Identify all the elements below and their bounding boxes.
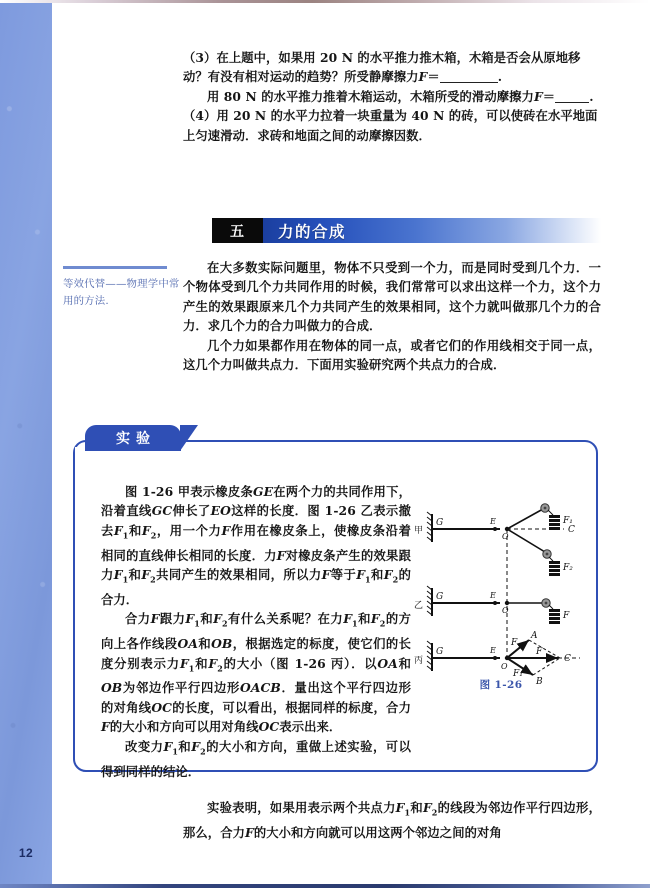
label-F1-bing: F bbox=[511, 638, 518, 648]
label-F-bing: F bbox=[536, 647, 543, 657]
conclusion-block bbox=[183, 798, 601, 842]
exp-p2-m: 和 bbox=[197, 636, 212, 652]
exercise-3b-text: 用 80 N 的水平推力推着木箱运动，木箱所受的滑动摩擦力 bbox=[207, 88, 534, 104]
exp-p2-i: 和 bbox=[357, 611, 371, 627]
force-F1: F bbox=[395, 800, 405, 815]
point-B-bing: B bbox=[536, 677, 543, 687]
concl-a: 实验表明，如果用表示两个共点力 bbox=[207, 800, 396, 815]
force-F1: F bbox=[185, 611, 195, 627]
concl-e: 的线段为邻边作平行四边形，那么，合力 bbox=[183, 800, 601, 840]
segment-EO: EO bbox=[210, 503, 231, 519]
force-F2: F bbox=[213, 611, 222, 627]
force-F2: F bbox=[370, 611, 380, 627]
period: . bbox=[497, 69, 503, 85]
margin-note-text: 等效代替——物理学中常用的方法. bbox=[63, 278, 180, 307]
force-F1: F bbox=[356, 567, 366, 583]
force-F1: F bbox=[113, 522, 123, 538]
point-C-bing: C bbox=[564, 654, 571, 664]
panel-label-yi: 乙 bbox=[414, 601, 424, 611]
intro-p2-c: ．下面用实验研究两个共点力的合成． bbox=[294, 357, 506, 373]
exercise-item-3 bbox=[183, 48, 601, 87]
experiment-text-block bbox=[101, 482, 411, 781]
exp-p2-c: 跟力 bbox=[159, 611, 186, 627]
point-A-bing: A bbox=[531, 631, 538, 641]
force-F1-sub: 1 bbox=[352, 618, 358, 629]
force-F1-sub: 1 bbox=[122, 530, 129, 541]
figure-panel-yi bbox=[414, 586, 570, 624]
diagonal-OC: OC bbox=[151, 699, 173, 715]
parallelogram-side-AC bbox=[529, 640, 560, 658]
force-F2: F bbox=[422, 800, 432, 815]
exp-p1-m: 作用在橡皮条上，使橡皮条沿着相同的直线伸长相同的长度．力 bbox=[101, 522, 411, 563]
top-trim-bar bbox=[0, 0, 650, 3]
intro-paragraph-2 bbox=[183, 336, 601, 375]
force-F1-sub: 1 bbox=[365, 574, 371, 585]
force-F2-sub: 2 bbox=[392, 574, 399, 585]
force-F2-sub: 2 bbox=[221, 618, 228, 629]
exp-p1-q: 和 bbox=[128, 567, 142, 583]
exp-p1-c: 在两个力的共同作用下，沿着直线 bbox=[101, 484, 411, 519]
force-F: F bbox=[276, 547, 286, 563]
point-E-jia: E bbox=[490, 517, 496, 526]
equals-sign: ＝ bbox=[542, 88, 556, 104]
intro-p1-a: 在大多数实际问题里，物体不只受到一个力，而是同时受到几个力．一个物体受到几个力共同作用的时候，我们常常可以求出这样一个力，这个力产生的效果跟原来几个力共同产生的效果相同，这个力就叫做那几个力的 bbox=[183, 260, 601, 314]
force-F2: F bbox=[191, 738, 201, 754]
force-F2-sub: 2 bbox=[431, 807, 438, 818]
section-heading bbox=[212, 218, 601, 243]
exp-p1-i: 和 bbox=[128, 522, 142, 538]
label-F2-bing: F₁ bbox=[513, 669, 523, 679]
exercise-4-line1: （4）用 20 N 的水平力拉着一块重量为 40 N 的砖，可以使砖在水平地面 bbox=[183, 108, 598, 124]
section-title: 力的合成 bbox=[278, 223, 347, 241]
exp-p2-o: ，根据选定的标度，使它们的长度分别表示力 bbox=[101, 636, 411, 671]
margin-note-rule bbox=[63, 266, 167, 269]
exercise-3-line1: （3）在上题中，如果用 20 N 的水平推力推木箱，木箱是否会从原地移 bbox=[183, 50, 581, 65]
point-G-bing: G bbox=[436, 647, 444, 657]
exp-p2-aa: 的长度，可以看出，根据同样的标度，合力 bbox=[172, 699, 411, 715]
concl-c: 和 bbox=[410, 800, 423, 815]
exercise-3-line2: 动？有没有相对运动的趋势？所受静摩擦力 bbox=[183, 69, 419, 85]
margin-note bbox=[63, 266, 188, 310]
exp-p1-g: 这样的长度．图 1-26 乙表示撤去 bbox=[101, 503, 411, 538]
label-F2-jia: F₂ bbox=[563, 563, 573, 573]
force-F1: F bbox=[113, 567, 123, 583]
exp-p3-c: 和 bbox=[178, 738, 192, 754]
parallelogram-side-BC bbox=[533, 658, 560, 675]
exp-p1-o: 对橡皮条产生的效果跟力 bbox=[101, 547, 411, 583]
experiment-paragraph-2 bbox=[101, 609, 411, 736]
label-F-yi: F bbox=[563, 611, 570, 621]
intro-paragraph-1 bbox=[183, 258, 601, 336]
term-concurrent-forces: 共点力 bbox=[257, 357, 295, 373]
exp-p1-w: 和 bbox=[370, 567, 384, 583]
term-resultant-force: 合力 bbox=[183, 298, 601, 334]
label-F1-jia: F₁ bbox=[563, 516, 573, 526]
point-G-yi: G bbox=[436, 592, 444, 602]
intro-p1-e: ． bbox=[368, 318, 382, 334]
weight-stack-F2-jia bbox=[549, 561, 560, 576]
force-F2: F bbox=[383, 567, 393, 583]
segment-GE: GE bbox=[253, 484, 274, 499]
bottom-trim-bar bbox=[0, 884, 650, 888]
diagonal-OC: OC bbox=[258, 719, 280, 735]
point-E-bing: E bbox=[490, 646, 496, 655]
point-O-bing: O bbox=[501, 662, 508, 671]
exp-p1-y: 的合力． bbox=[101, 567, 412, 607]
parallelogram-OACB: OACB bbox=[240, 680, 281, 696]
intro-p1-c: ．求几个力的合力叫做 bbox=[195, 318, 320, 334]
exp-p2-a: 合力 bbox=[125, 611, 151, 627]
force-symbol: F bbox=[533, 88, 543, 104]
exercise-item-4 bbox=[183, 106, 601, 145]
panel-label-bing: 丙 bbox=[414, 656, 424, 666]
period: . bbox=[589, 88, 594, 104]
force-F1-sub: 1 bbox=[194, 618, 200, 629]
force-F2-sub: 2 bbox=[200, 746, 206, 757]
exp-p3-e: 的大小和方向，重做上述实验，可以得到同样的结论． bbox=[101, 738, 411, 779]
force-F1: F bbox=[163, 738, 173, 754]
answer-blank[interactable] bbox=[440, 82, 498, 83]
segment-OA: OA bbox=[177, 636, 198, 652]
force-symbol: F bbox=[418, 69, 428, 85]
segment-OB: OB bbox=[101, 680, 123, 696]
answer-blank[interactable] bbox=[555, 102, 589, 103]
force-F: F bbox=[101, 719, 110, 735]
point-O-yi: O bbox=[502, 606, 509, 615]
panel-label-jia: 甲 bbox=[414, 526, 424, 536]
experiment-paragraph-1 bbox=[101, 482, 411, 609]
exp-p1-e: 伸长了 bbox=[172, 503, 211, 519]
concl-g: 的大小和方向就可以用这两个邻边之间的对角 bbox=[253, 824, 502, 840]
exp-p1-k: ，用一个力 bbox=[156, 522, 222, 538]
intro-p2-a: 几个力如果都作用在物体的同一点，或者它们的作用线相交于同一点，这几个力叫做 bbox=[183, 337, 601, 373]
exercise-block bbox=[183, 48, 601, 145]
point-C-jia: C bbox=[568, 525, 575, 535]
force-F2-sub: 2 bbox=[150, 530, 157, 541]
force-F1-sub: 1 bbox=[122, 574, 129, 585]
left-blue-sidebar bbox=[0, 3, 52, 884]
weight-stack-F-yi bbox=[549, 609, 560, 624]
segment-OA: OA bbox=[377, 655, 398, 671]
force-F2: F bbox=[141, 522, 151, 538]
exercise-4-line2: 上匀速滑动．求砖和地面之间的动摩擦因数． bbox=[183, 127, 431, 143]
force-F: F bbox=[150, 611, 160, 627]
conclusion-paragraph bbox=[183, 798, 601, 842]
exp-p2-e: 和 bbox=[199, 611, 214, 627]
equals-sign: ＝ bbox=[427, 69, 440, 85]
force-F1-sub: 1 bbox=[404, 807, 411, 818]
force-F2: F bbox=[141, 567, 151, 583]
exp-p2-q: 和 bbox=[194, 655, 209, 671]
force-F2-sub: 2 bbox=[217, 663, 223, 674]
force-F1-sub: 1 bbox=[172, 746, 178, 757]
force-F1: F bbox=[343, 611, 353, 627]
force-F1: F bbox=[179, 655, 189, 671]
exp-p2-u: 和 bbox=[397, 655, 412, 671]
experiment-tab bbox=[85, 425, 181, 451]
weight-stack-F1-jia bbox=[549, 515, 560, 530]
term-composition-of-forces: 力的合成 bbox=[319, 318, 369, 334]
figure-panel-jia bbox=[414, 504, 575, 576]
point-O-jia: O bbox=[502, 532, 509, 541]
section-number: 五 bbox=[230, 223, 245, 240]
section-number-box bbox=[212, 218, 263, 243]
segment-OB: OB bbox=[211, 636, 233, 652]
exp-p1-s: 共同产生的效果相同，所以力 bbox=[155, 567, 322, 583]
experiment-tab-label: 实验 bbox=[116, 431, 156, 447]
experiment-paragraph-3 bbox=[101, 737, 411, 781]
point-E-yi: E bbox=[490, 591, 496, 600]
exp-p2-y: ．量出这个平行四边形的对角线 bbox=[101, 680, 411, 715]
intro-block bbox=[183, 258, 601, 374]
exp-p2-k: 的方向上各作线段 bbox=[101, 611, 412, 652]
exercise-item-3b bbox=[183, 87, 601, 106]
page-number: 12 bbox=[18, 846, 34, 860]
line-GC: GC bbox=[151, 503, 173, 519]
exp-p2-w: 为邻边作平行四边形 bbox=[122, 680, 241, 696]
exp-p2-ac: 的大小和方向可以用对角线 bbox=[109, 719, 259, 735]
force-F1-sub: 1 bbox=[188, 663, 195, 674]
exp-p2-ae: 表示出来． bbox=[279, 719, 342, 735]
exp-p2-s: 的大小（图 1-26 丙）．以 bbox=[222, 655, 378, 671]
exp-p2-g: 有什么关系呢？在力 bbox=[227, 611, 344, 627]
force-F: F bbox=[245, 824, 254, 840]
force-F2: F bbox=[208, 655, 218, 671]
exp-p1-u: 等于 bbox=[330, 567, 357, 583]
force-F: F bbox=[221, 522, 231, 538]
force-F2-sub: 2 bbox=[150, 574, 156, 585]
force-F: F bbox=[321, 567, 331, 583]
point-G-jia: G bbox=[436, 518, 444, 528]
exp-p1-a: 图 1-26 甲表示橡皮条 bbox=[125, 484, 253, 499]
figure-caption: 图 1-26 bbox=[479, 679, 523, 691]
force-F2-sub: 2 bbox=[379, 618, 386, 629]
exp-p3-a: 改变力 bbox=[125, 738, 164, 754]
